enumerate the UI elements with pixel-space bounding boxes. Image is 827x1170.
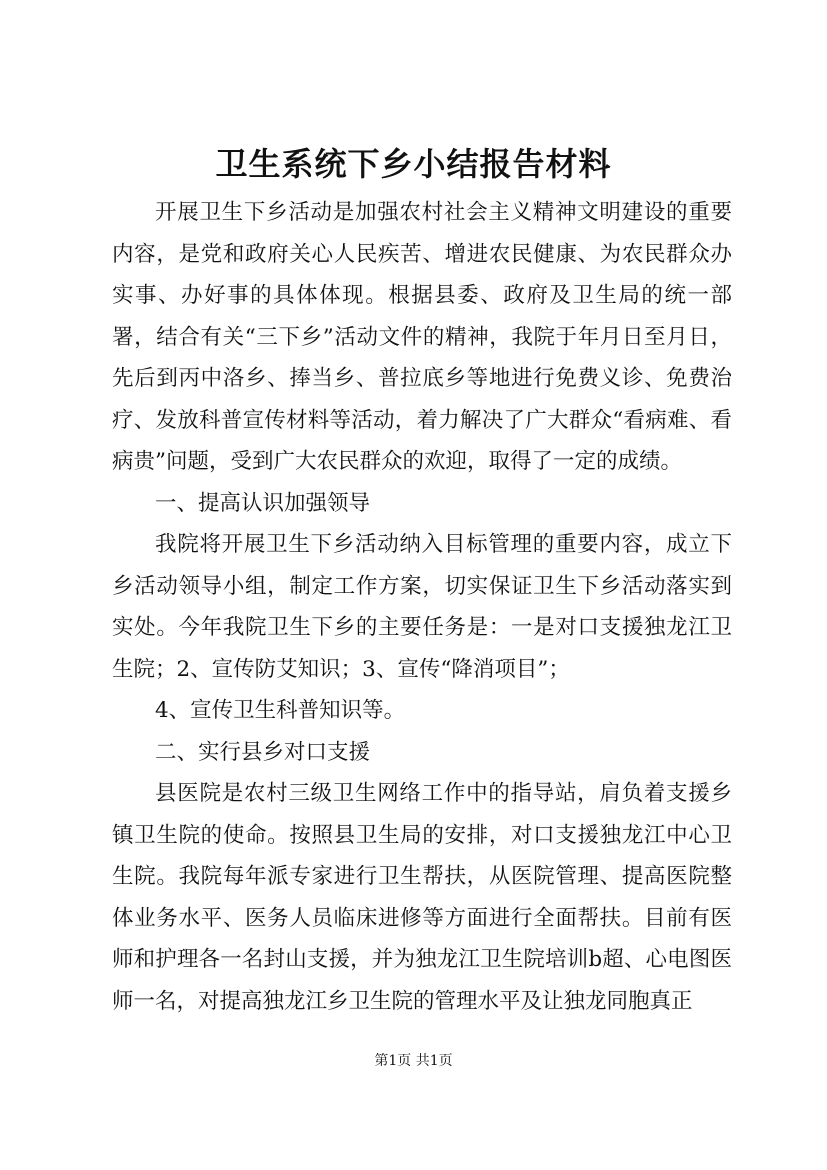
document-title: 卫生系统下乡小结报告材料 [215,145,612,183]
paragraph-section-1: 我院将开展卫生下乡活动纳入目标管理的重要内容，成立下乡活动领导小组，制定工作方案，切实保证卫生下乡活动落实到实处。今年我院卫生下乡的主要任务是：一是对口支援独龙江卫生院；2、宣传防艾知识；3、宣传“降消项目”； [112,532,732,682]
document-body [112,192,732,1022]
section-heading-1: 一、提高认识加强领导 [155,490,371,516]
paragraph-section-2: 县医院是农村三级卫生网络工作中的指导站，肩负着支援乡镇卫生院的使命。按照县卫生局的安排，对口支援独龙江中心卫生院。我院每年派专家进行卫生帮扶，从医院管理、提高医院整体业务水平、医务人员临床进修等方面进行全面帮扶。目前有医师和护理各一名封山支援，并为独龙江卫生院培训b超、心电图医师一名，对提高独龙江乡卫生院的管理水平及让独龙同胞真正 [112,781,732,1014]
paragraph-section-1-continued: 4、宣传卫生科普知识等。 [155,698,406,723]
paragraph-intro: 开展卫生下乡活动是加强农村社会主义精神文明建设的重要内容，是党和政府关心人民疾苦、增进农民健康、为农民群众办实事、办好事的具体体现。根据县委、政府及卫生局的统一部署，结合有关“三下乡”活动文件的精神，我院于年月日至月日，先后到丙中洛乡、捧当乡、普拉底乡等地进行免费义诊、免费治疗、发放科普宣传材料等活动，着力解决了广大群众“看病难、看病贵”问题，受到广大农民群众的欢迎，取得了一定的成绩。 [112,200,732,474]
section-heading-2: 二、实行县乡对口支援 [155,739,371,765]
page-footer: 第1页 共1页 [374,1053,453,1069]
